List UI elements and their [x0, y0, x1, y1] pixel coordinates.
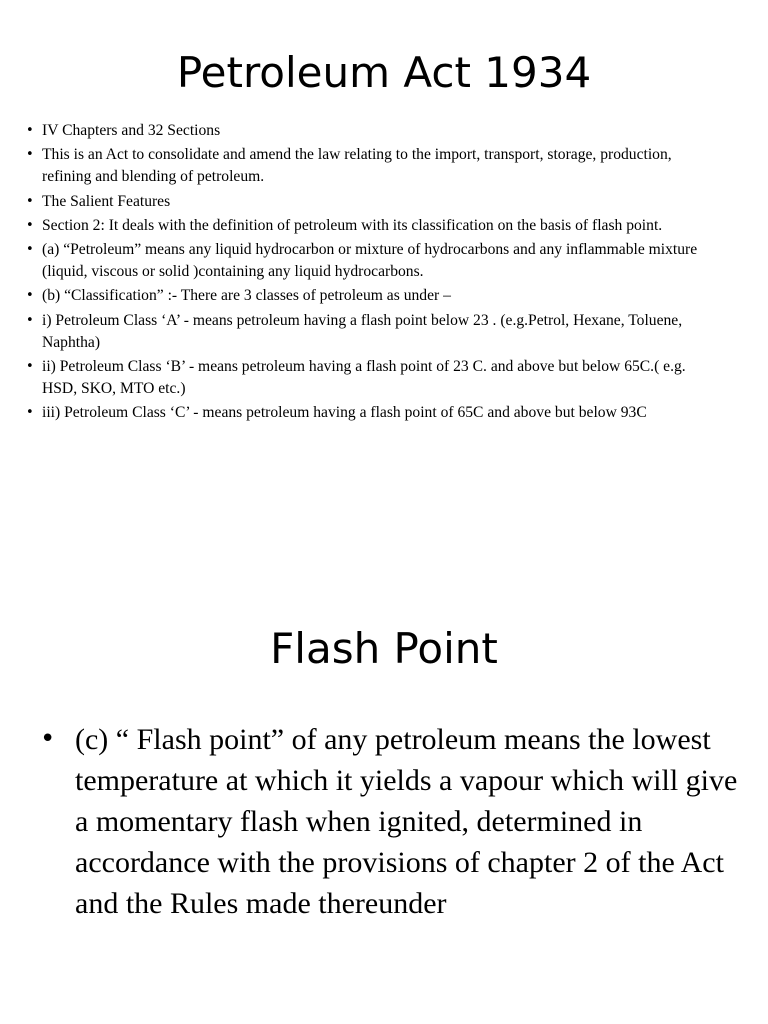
bullet-text: (a) “Petroleum” means any liquid hydrocarbon or mixture of hydrocarbons and any inflammable mixture (liquid, viscous or solid )containing any liquid hydrocarbons. [42, 241, 698, 281]
bullet-text: (b) “Classification” :- There are 3 classes of petroleum as under – [42, 287, 451, 305]
list-item [26, 144, 706, 188]
list-item [40, 719, 740, 924]
bullet-text: iii) Petroleum Class ‘C’ - means petroleum having a flash point of 65C and above but below 93C [42, 404, 647, 422]
bullet-icon: • [26, 242, 34, 258]
bullet-icon: • [26, 405, 34, 421]
bullet-text: The Salient Features [42, 192, 171, 210]
bullet-text: i) Petroleum Class ‘A’ - means petroleum having a flash point below 23 . (e.g.Petrol, Hexane, Toluene, Naphtha) [42, 311, 683, 351]
bullet-icon: • [26, 312, 34, 328]
bullet-icon: • [40, 724, 56, 754]
list-item [26, 402, 706, 424]
bullet-text: ii) Petroleum Class ‘B’ - means petroleum having a flash point of 23 C. and above but below 65C.( e.g. HSD, SKO, MTO etc.) [42, 358, 686, 398]
list-item [26, 239, 706, 283]
bullet-icon: • [26, 193, 34, 209]
list-item [26, 215, 706, 237]
slide-title: Petroleum Act 1934 [176, 48, 592, 97]
bullet-text: This is an Act to consolidate and amend the law relating to the import, transport, storage, production, refining and blending of petroleum. [42, 146, 672, 186]
list-item [26, 285, 706, 307]
bullet-text: IV Chapters and 32 Sections [42, 122, 221, 139]
slide-flash-point [0, 512, 768, 1024]
list-item [26, 356, 706, 400]
bullet-text: (c) “ Flash point” of any petroleum means the lowest temperature at which it yields a vapour which will give a momentary flash when ignited, determined in accordance with the provisions of chapter 2 of the Act and the Rules made thereunder [75, 723, 738, 920]
bullet-icon: • [26, 359, 34, 375]
bullet-icon: • [26, 288, 34, 304]
list-item [26, 191, 706, 213]
bullet-list [26, 120, 706, 427]
bullet-list [40, 719, 740, 924]
bullet-icon: • [26, 123, 34, 138]
bullet-text: Section 2: It deals with the definition of petroleum with its classification on the basis of flash point. [42, 216, 663, 234]
bullet-icon: • [26, 147, 34, 163]
list-item [26, 310, 706, 354]
slide-title: Flash Point [270, 624, 498, 673]
bullet-icon: • [26, 217, 34, 233]
list-item [26, 120, 706, 142]
